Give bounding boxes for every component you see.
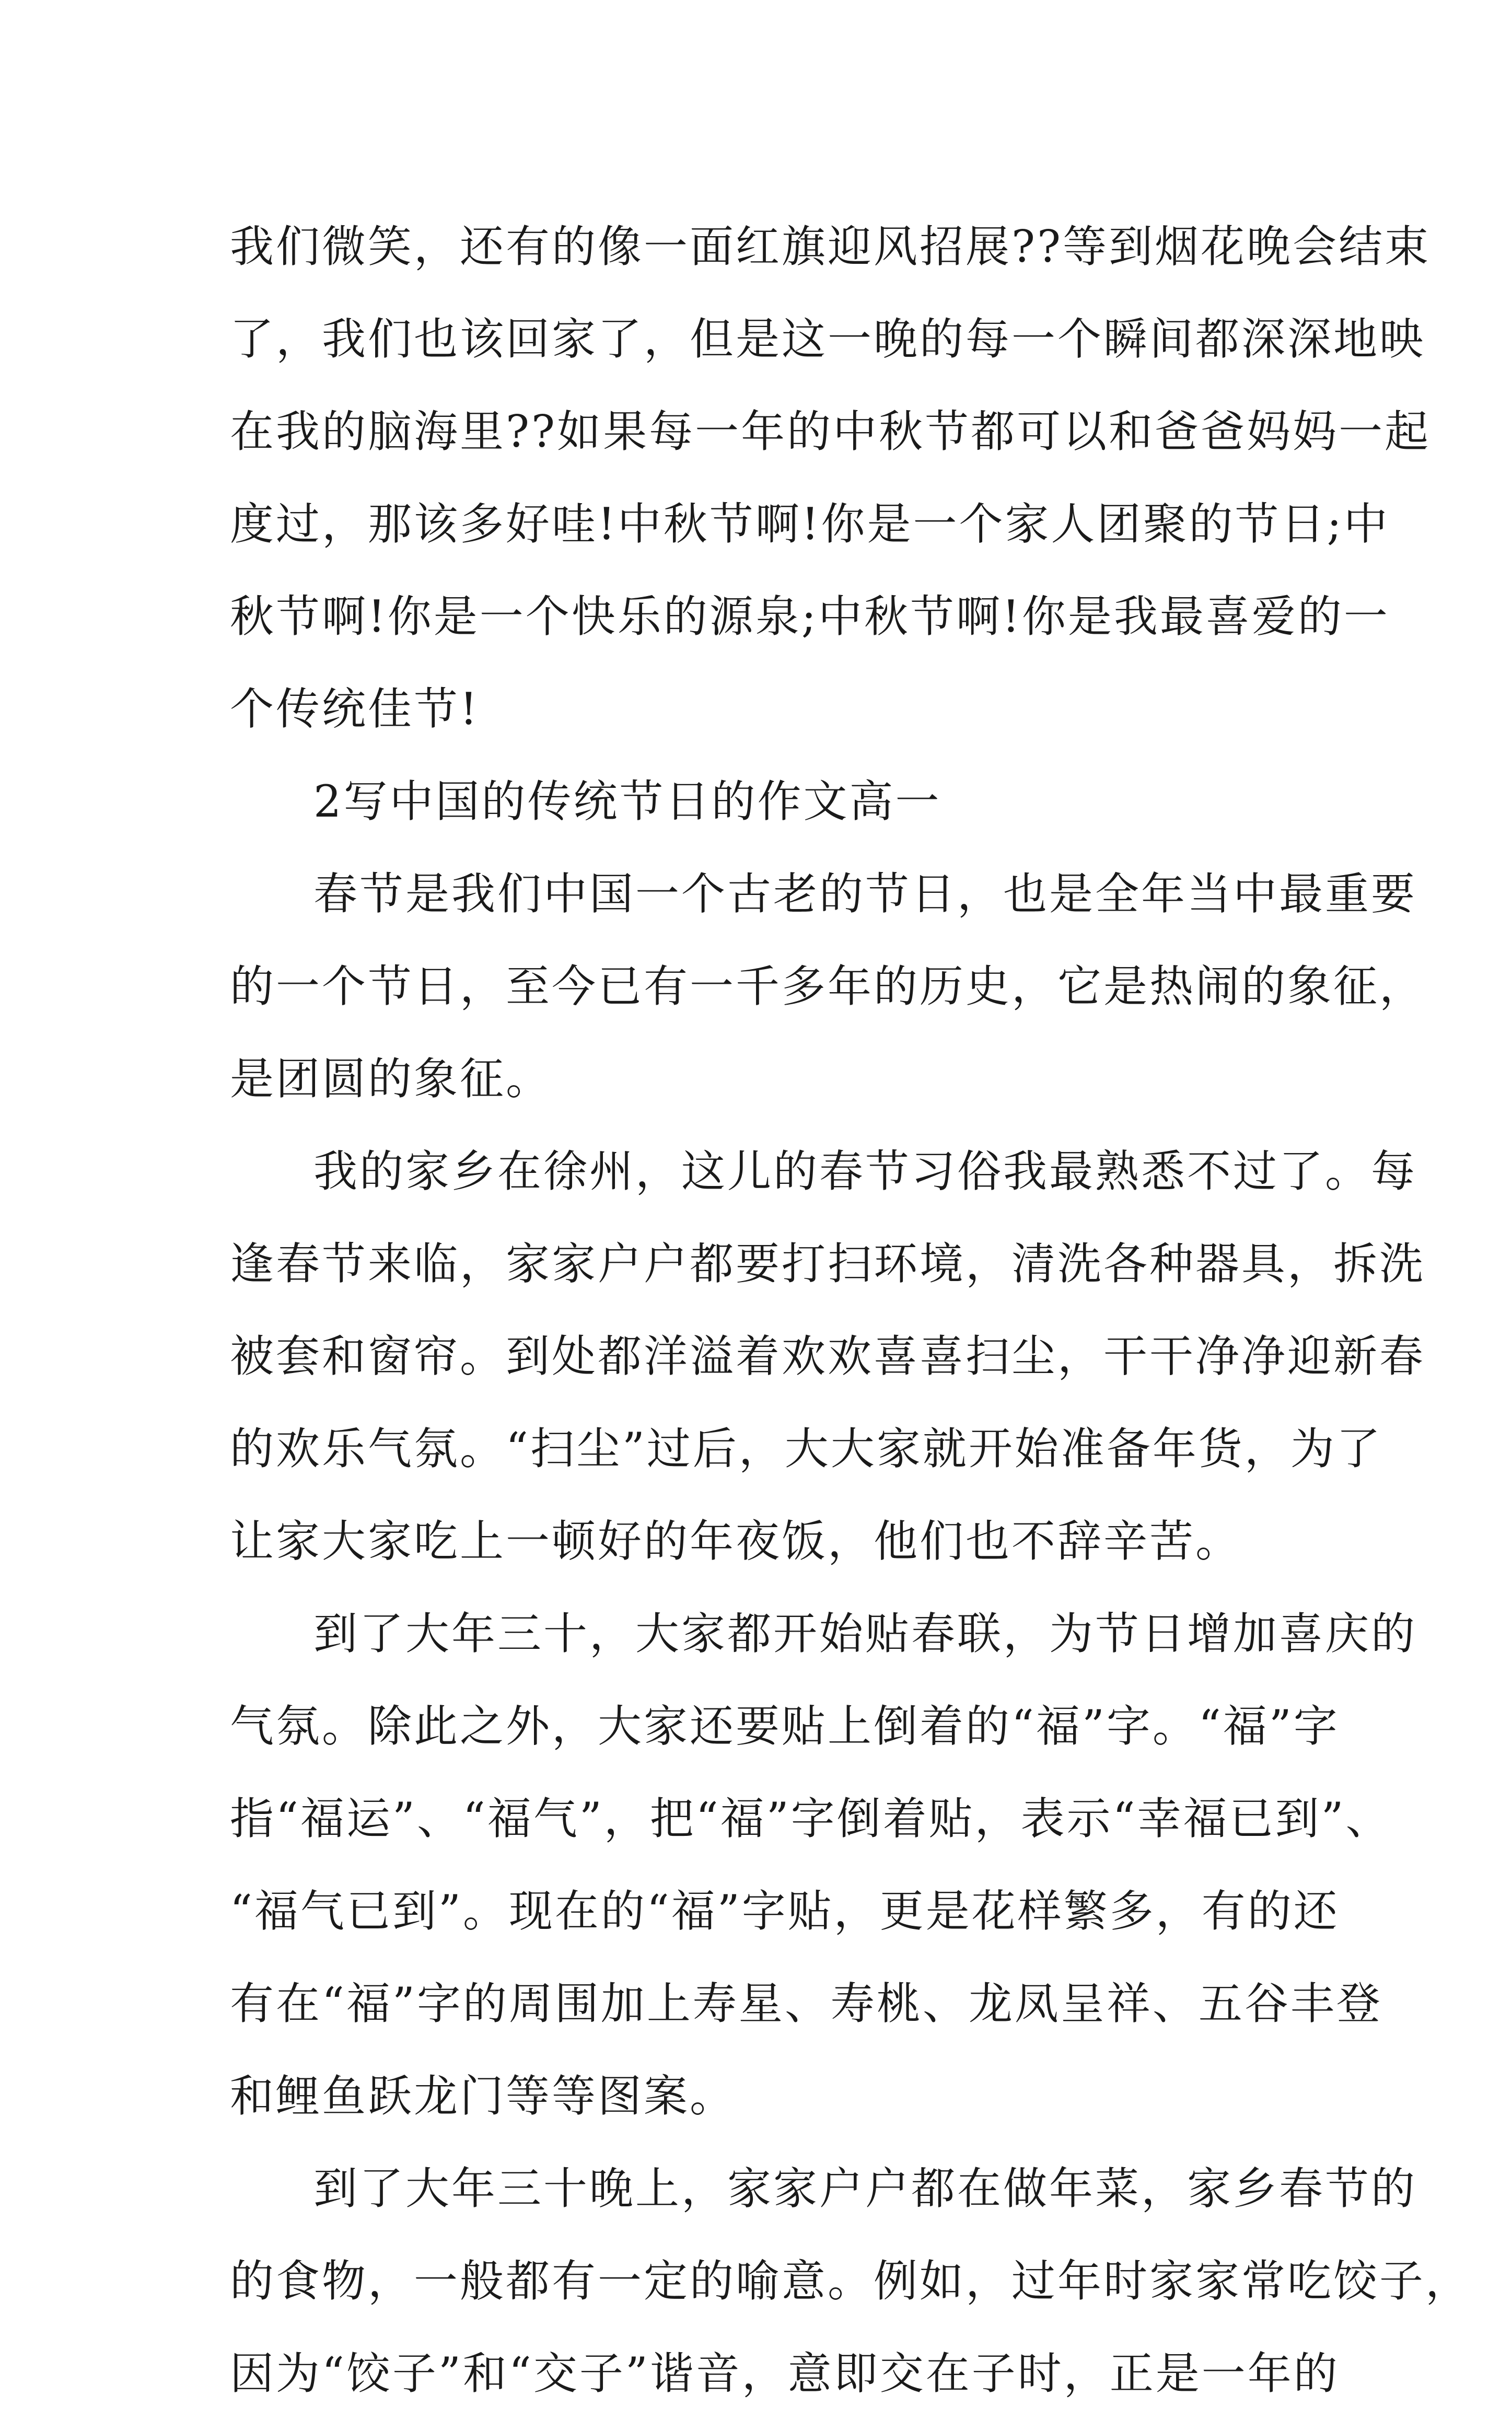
text-line: “福气已到”。现在的“福”字贴，更是花样繁多，有的还	[230, 1886, 1340, 1937]
text-line: 气氛。除此之外，大家还要贴上倒着的“福”字。“福”字	[230, 1701, 1340, 1752]
text-line: 我们微笑，还有的像一面红旗迎风招展??等到烟花晚会结束	[230, 221, 1431, 272]
document-body	[230, 201, 1472, 2420]
text-line: 是团圆的象征。	[230, 1053, 552, 1104]
text-line: 被套和窗帘。到处都洋溢着欢欢喜喜扫尘，干干净净迎新春	[230, 1331, 1426, 1382]
text-line: 的一个节日，至今已有一千多年的历史，它是热闹的象征，	[230, 961, 1426, 1012]
text-line: 秋节啊!你是一个快乐的源泉;中秋节啊!你是我最喜爱的一	[230, 591, 1390, 642]
text-line: 在我的脑海里??如果每一年的中秋节都可以和爸爸妈妈一起	[230, 406, 1431, 457]
text-line: 春节是我们中国一个古老的节日，也是全年当中最重要	[313, 868, 1417, 920]
text-line: 度过，那该多好哇!中秋节啊!你是一个家人团聚的节日;中	[230, 498, 1390, 550]
text-line: 有在“福”字的周围加上寿星、寿桃、龙凤呈祥、五谷丰登	[230, 1978, 1382, 2029]
text-line: 的欢乐气氛。“扫尘”过后，大大家就开始准备年货，为了	[230, 1423, 1382, 1474]
text-line: 2写中国的传统节日的作文高一	[313, 776, 941, 827]
text-line: 逢春节来临，家家户户都要打扫环境，清洗各种器具，拆洗	[230, 1238, 1426, 1289]
text-line: 因为“饺子”和“交子”谐音，意即交在子时，正是一年的	[230, 2348, 1340, 2399]
text-line: 个传统佳节!	[230, 683, 480, 735]
text-line: 指“福运”、“福气”，把“福”字倒着贴，表示“幸福已到”、	[230, 1793, 1392, 1844]
text-line: 让家大家吃上一顿好的年夜饭，他们也不辞辛苦。	[230, 1516, 1242, 1567]
text-line: 到了大年三十晚上，家家户户都在做年菜，家乡春节的	[313, 2163, 1417, 2214]
text-line: 了，我们也该回家了，但是这一晚的每一个瞬间都深深地映	[230, 313, 1426, 365]
text-line: 我的家乡在徐州，这儿的春节习俗我最熟悉不过了。每	[313, 1146, 1417, 1197]
text-line: 和鲤鱼跃龙门等等图案。	[230, 2070, 736, 2122]
text-line: 的食物，一般都有一定的喻意。例如，过年时家家常吃饺子，	[230, 2255, 1472, 2307]
text-line: 到了大年三十，大家都开始贴春联，为节日增加喜庆的	[313, 1608, 1417, 1659]
